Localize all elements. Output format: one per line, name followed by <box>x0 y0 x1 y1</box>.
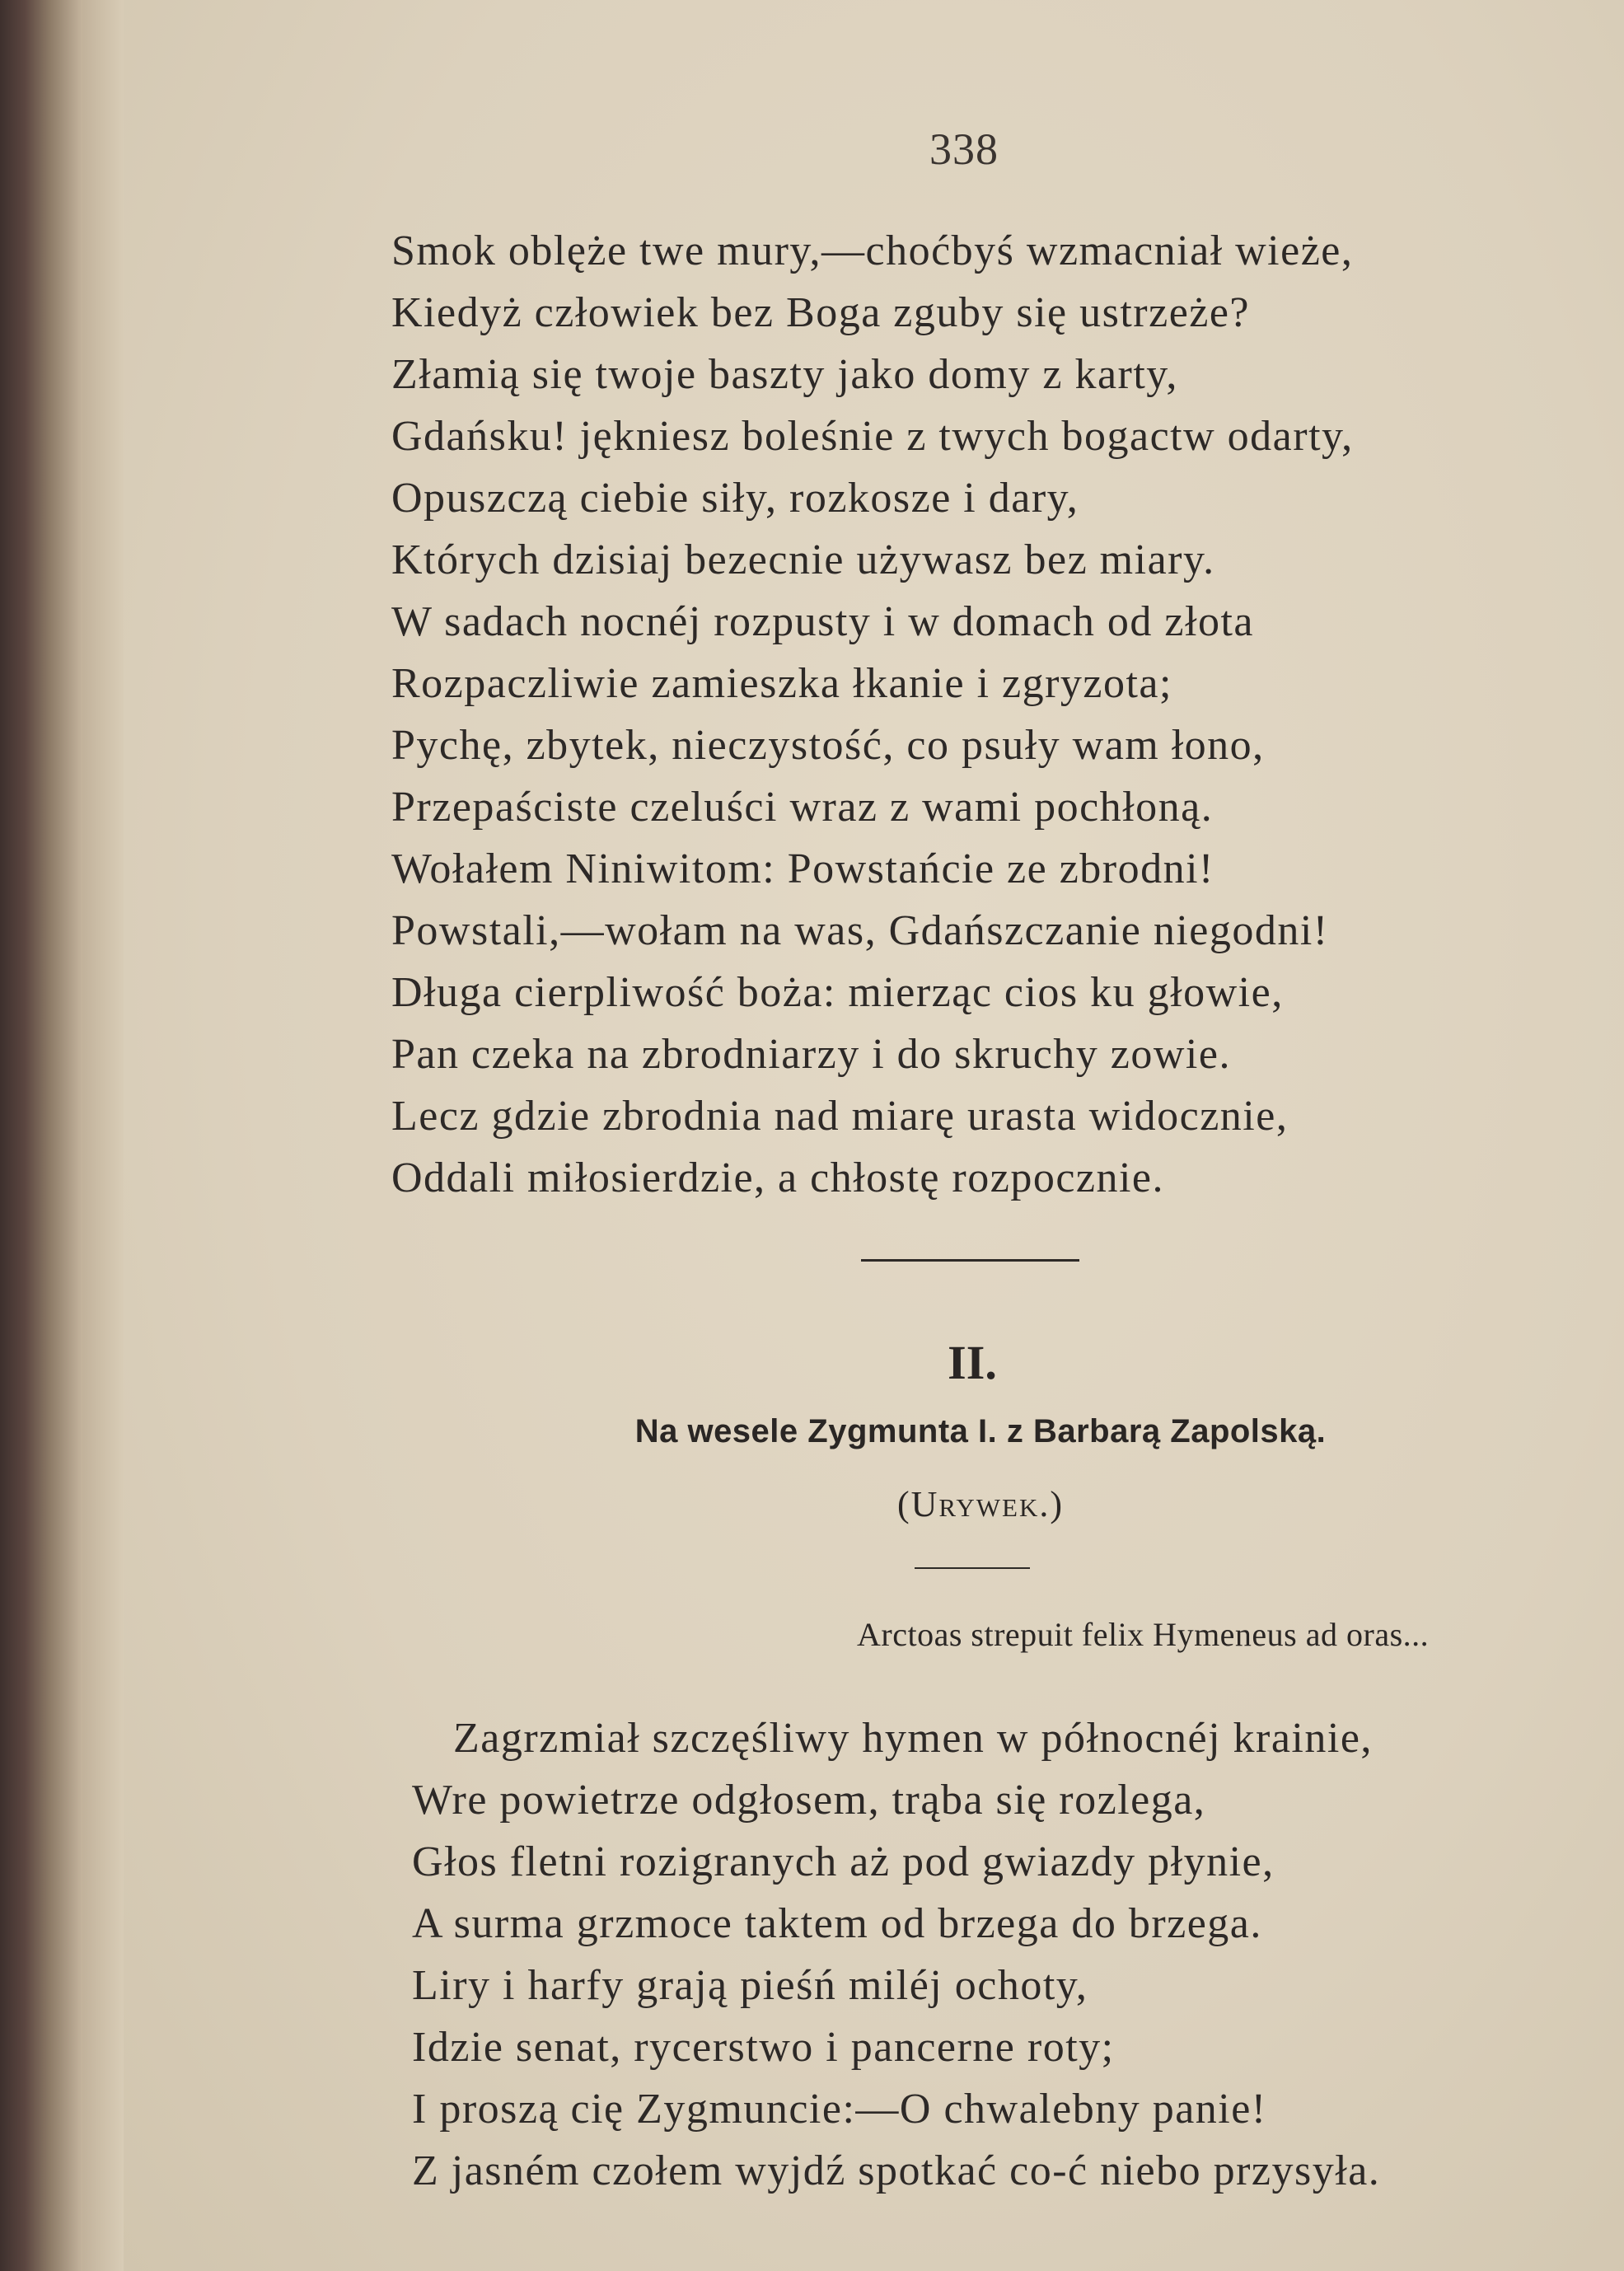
poem-line: Których dzisiaj bezecnie używasz bez miary. <box>391 536 1215 583</box>
poem-line: Rozpaczliwie zamieszka łkanie i zgryzota; <box>391 660 1172 707</box>
poem-line: Wre powietrze odgłosem, trąba się rozlega, <box>412 1777 1206 1824</box>
poem-line: Smok oblęże twe mury,—choćbyś wzmacniał wieże, <box>391 227 1354 274</box>
poem-line: W sadach nocnéj rozpusty i w domach od złota <box>391 598 1254 645</box>
section-subtitle: (Urywek.) <box>896 1484 1065 1524</box>
poem-line: Złamią się twoje baszty jako domy z karty, <box>391 351 1178 398</box>
poem-line: Idzie senat, rycerstwo i pancerne roty; <box>412 2024 1115 2071</box>
poem-line: Przepaściste czeluści wraz z wami pochłoną. <box>391 784 1214 831</box>
poem-line: Głos fletni rozigranych aż pod gwiazdy płynie, <box>412 1838 1275 1885</box>
poem-line: Lecz gdzie zbrodnia nad miarę urasta widocznie, <box>391 1093 1289 1140</box>
poem-line: Z jasném czołem wyjdź spotkać co-ć niebo przysyła. <box>412 2147 1381 2194</box>
poem-line: Oddali miłosierdzie, a chłostę rozpocznie. <box>391 1154 1165 1201</box>
poem-line: Zagrzmiał szczęśliwy hymen w północnéj krainie, <box>453 1715 1373 1762</box>
poem-line: A surma grzmoce taktem od brzega do brzega. <box>412 1900 1262 1947</box>
page-number: 338 <box>929 124 999 174</box>
poem-line: I proszą cię Zygmuncie:—O chwalebny panie! <box>412 2086 1267 2133</box>
poem-line: Długa cierpliwość boża: mierząc cios ku głowie, <box>391 969 1284 1016</box>
epigraph: Arctoas strepuit felix Hymeneus ad oras... <box>857 1616 1430 1653</box>
poem-line: Powstali,—wołam na was, Gdańszczanie niegodni! <box>391 907 1329 954</box>
poem-line: Wołałem Niniwitom: Powstańcie ze zbrodni! <box>391 845 1214 892</box>
poem-line: Gdańsku! jękniesz boleśnie z twych bogactw odarty, <box>391 413 1354 460</box>
section-number: II. <box>948 1336 997 1389</box>
poem-line: Kiedyż człowiek bez Boga zguby się ustrzeże? <box>391 289 1251 336</box>
poem-line: Opuszczą ciebie siły, rozkosze i dary, <box>391 475 1079 522</box>
poem-line: Pan czeka na zbrodniarzy i do skruchy zowie. <box>391 1031 1231 1078</box>
section-divider <box>861 1259 1079 1262</box>
subtitle-divider <box>915 1567 1030 1569</box>
book-spine <box>0 0 82 2271</box>
poem-line: Liry i harfy grają pieśń miléj ochoty, <box>412 1962 1088 2009</box>
section-title: Na wesele Zygmunta I. z Barbarą Zapolską. <box>634 1413 1327 1449</box>
poem-line: Pychę, zbytek, nieczystość, co psuły wam łono, <box>391 722 1265 769</box>
